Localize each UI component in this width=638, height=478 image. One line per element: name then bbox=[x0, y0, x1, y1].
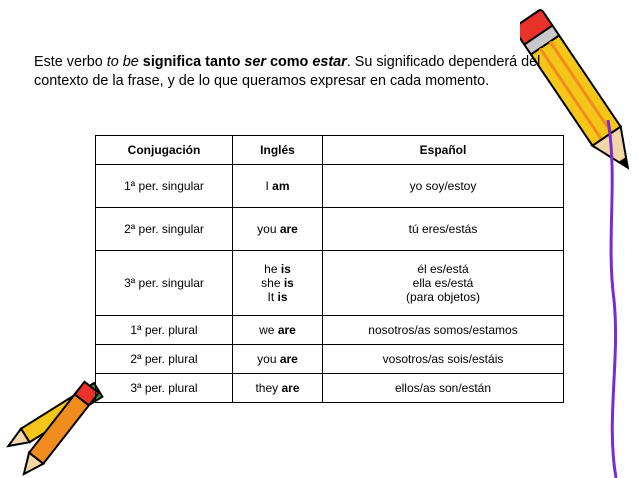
spanish-cell: ellos/as son/están bbox=[323, 374, 564, 403]
english-cell: they are bbox=[233, 374, 323, 403]
table-row bbox=[96, 251, 564, 316]
person-cell: 1ª per. plural bbox=[96, 316, 233, 345]
spanish-cell: tú eres/estás bbox=[323, 208, 564, 251]
table-header-row bbox=[96, 136, 564, 165]
table-row bbox=[96, 316, 564, 345]
spanish-cell: vosotros/as sois/estáis bbox=[323, 345, 564, 374]
table-row bbox=[96, 165, 564, 208]
english-cell: we are bbox=[233, 316, 323, 345]
table-row bbox=[96, 345, 564, 374]
person-cell: 2ª per. plural bbox=[96, 345, 233, 374]
purple-line-icon bbox=[588, 120, 638, 478]
person-cell: 1ª per. singular bbox=[96, 165, 233, 208]
header-ingles: Inglés bbox=[233, 136, 323, 165]
conjugation-table bbox=[95, 135, 564, 403]
header-espanol: Español bbox=[323, 136, 564, 165]
english-cell: he is she is It is bbox=[233, 251, 323, 316]
spanish-cell: nosotros/as somos/estamos bbox=[323, 316, 564, 345]
person-cell: 2ª per. singular bbox=[96, 208, 233, 251]
table-row bbox=[96, 208, 564, 251]
english-cell: you are bbox=[233, 345, 323, 374]
table-row bbox=[96, 374, 564, 403]
english-cell: you are bbox=[233, 208, 323, 251]
english-cell: I am bbox=[233, 165, 323, 208]
spanish-cell: yo soy/estoy bbox=[323, 165, 564, 208]
person-cell: 3ª per. singular bbox=[96, 251, 233, 316]
spanish-cell: él es/está ella es/está (para objetos) bbox=[323, 251, 564, 316]
header-conjugacion: Conjugación bbox=[96, 136, 233, 165]
intro-text: Este verbo to be significa tanto ser como estar. Su significado dependerá del contexto de la frase, y de lo que queramos expresar en cada momento. bbox=[34, 54, 541, 89]
person-cell: 3ª per. plural bbox=[96, 374, 233, 403]
